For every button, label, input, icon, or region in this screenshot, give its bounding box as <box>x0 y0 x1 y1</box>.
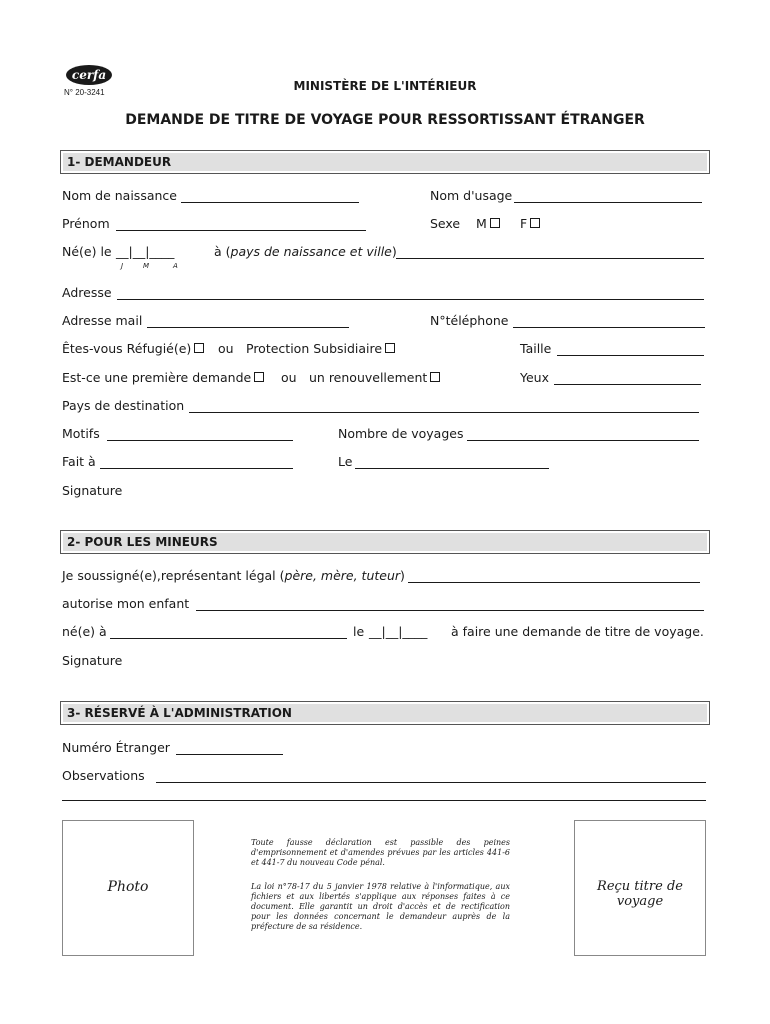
adresse-mail-field[interactable] <box>147 327 349 328</box>
telephone-label: N°téléphone <box>430 313 509 328</box>
nom-naissance-label: Nom de naissance <box>62 188 177 203</box>
nom-usage-field[interactable] <box>514 202 702 203</box>
representant-field[interactable] <box>408 582 700 583</box>
yeux-label: Yeux <box>520 370 549 385</box>
date-j-label: J <box>121 262 124 270</box>
legal-notice-penal: Toute fausse déclaration est passible des peines d'emprisonnement et d'amendes prévues par les articles 441-6 et 441-7 du nouveau Code pénal. <box>251 838 510 867</box>
prenom-label: Prénom <box>62 216 110 231</box>
recu-titre-label: Reçu titre de voyage <box>597 879 683 909</box>
refugie-label: Êtes-vous Réfugié(e) <box>62 341 192 356</box>
nom-usage-label: Nom d'usage <box>430 188 513 203</box>
protection-checkbox[interactable] <box>385 343 395 353</box>
mineur-lieu-naissance-field[interactable] <box>110 638 347 639</box>
nombre-voyages-field[interactable] <box>467 440 699 441</box>
section-demandeur-title: 1- DEMANDEUR <box>63 153 707 171</box>
le-label: Le <box>338 454 353 469</box>
legal-notice-informatique: La loi n°78-17 du 5 janvier 1978 relative à l'informatique, aux fichiers et aux libertés s'applique aux réponses faites à ce document. Elle garantit un droit d'accès et de rectification pour les données concernant le demandeur auprès de la préfecture de sa résidence. <box>251 882 510 931</box>
photo-label: Photo <box>107 879 149 895</box>
photo-box[interactable] <box>62 820 194 956</box>
ministry-heading: MINISTÈRE DE L'INTÉRIEUR <box>293 79 477 93</box>
premiere-demande-option[interactable] <box>62 370 264 386</box>
telephone-field[interactable] <box>513 327 705 328</box>
destination-field[interactable] <box>189 412 699 413</box>
sexe-f-label: F <box>520 216 528 231</box>
sexe-f-checkbox[interactable] <box>530 218 540 228</box>
motifs-field[interactable] <box>107 440 293 441</box>
sexe-m-label: M <box>476 216 487 231</box>
refugie-checkbox[interactable] <box>194 343 204 353</box>
le-field[interactable] <box>355 468 549 469</box>
adresse-field[interactable] <box>117 299 704 300</box>
motifs-label: Motifs <box>62 426 100 441</box>
fait-a-label: Fait à <box>62 454 96 469</box>
taille-field[interactable] <box>557 355 704 356</box>
renouvellement-checkbox[interactable] <box>430 372 440 382</box>
renouvellement-label: un renouvellement <box>309 370 428 385</box>
fait-a-field[interactable] <box>100 468 293 469</box>
yeux-field[interactable] <box>554 384 701 385</box>
date-a-label: A <box>173 262 178 270</box>
mineur-le-label: le <box>353 624 365 639</box>
numero-etranger-label: Numéro Étranger <box>62 740 170 755</box>
observations-field-line-1[interactable] <box>156 782 706 783</box>
sexe-m-option[interactable] <box>476 216 500 232</box>
mineur-date-field[interactable]: __|__|____ <box>369 624 428 639</box>
protection-option[interactable] <box>246 341 395 357</box>
ou-label-1: ou <box>218 341 234 356</box>
form-title: DEMANDE DE TITRE DE VOYAGE POUR RESSORTISSANT ÉTRANGER <box>125 112 645 128</box>
recu-titre-box[interactable] <box>574 820 706 956</box>
soussigne-label: Je soussigné(e),représentant légal (père, mère, tuteur) <box>62 568 405 583</box>
mineur-nea-label: né(e) à <box>62 624 107 639</box>
date-m-label: M <box>143 262 150 270</box>
signature-label: Signature <box>62 483 123 498</box>
ne-le-label: Né(e) le <box>62 244 112 259</box>
form-number: N° 20-3241 <box>64 88 105 97</box>
pays-naissance-field[interactable] <box>396 258 704 259</box>
adresse-label: Adresse <box>62 285 112 300</box>
section-administration-header <box>60 701 710 725</box>
prenom-field[interactable] <box>116 230 366 231</box>
sexe-f-option[interactable] <box>520 216 540 232</box>
refugie-option[interactable] <box>62 341 204 357</box>
faire-demande-label: à faire une demande de titre de voyage. <box>451 624 704 639</box>
pays-naissance-label: à (pays de naissance et ville) <box>214 244 397 259</box>
section-mineurs-header <box>60 530 710 554</box>
adresse-mail-label: Adresse mail <box>62 313 143 328</box>
numero-etranger-field[interactable] <box>176 754 283 755</box>
premiere-demande-label: Est-ce une première demande <box>62 370 252 385</box>
observations-label: Observations <box>62 768 145 783</box>
sexe-label: Sexe <box>430 216 461 231</box>
ou-label-2: ou <box>281 370 297 385</box>
enfant-field[interactable] <box>196 610 704 611</box>
cerfa-logo: cerfa <box>66 65 112 85</box>
nom-naissance-field[interactable] <box>181 202 359 203</box>
birth-date-field[interactable]: __|__|____ <box>116 244 175 259</box>
nombre-voyages-label: Nombre de voyages <box>338 426 464 441</box>
taille-label: Taille <box>520 341 552 356</box>
protection-label: Protection Subsidiaire <box>246 341 383 356</box>
section-mineurs-title: 2- POUR LES MINEURS <box>63 533 707 551</box>
autorise-label: autorise mon enfant <box>62 596 190 611</box>
section-demandeur-header <box>60 150 710 174</box>
destination-label: Pays de destination <box>62 398 185 413</box>
renouvellement-option[interactable] <box>309 370 440 386</box>
premiere-demande-checkbox[interactable] <box>254 372 264 382</box>
section-administration-title: 3- RÉSERVÉ À L'ADMINISTRATION <box>63 704 707 722</box>
sexe-m-checkbox[interactable] <box>490 218 500 228</box>
observations-field-line-2[interactable] <box>62 800 706 801</box>
mineur-signature-label: Signature <box>62 653 123 668</box>
